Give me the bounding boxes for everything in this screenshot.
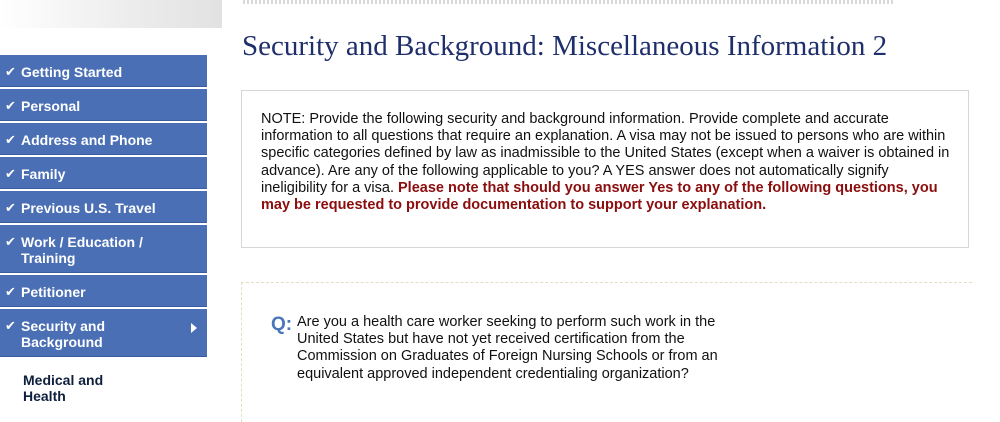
check-icon: ✔ (5, 132, 16, 147)
top-dotted-rule (243, 0, 895, 4)
sidebar-item-previous-us-travel[interactable] (0, 191, 207, 223)
question-text: Are you a health care worker seeking to perform such work in the United States but have not yet received certification from the Commission on Graduates of Foreign Nursing Schools or from an equivalent approved independent credentialing organization? (297, 314, 718, 382)
sidebar-item-work-education-training[interactable] (0, 225, 207, 273)
note-text: NOTE: Provide the following security and background information. Provide complete and accurate information to all questions that require an explanation. A visa may not be issued to persons who are within specific categories defined by law as inadmissible to the United States (except when a waiver is obtained in advance). Are any of the following applicable to you? A YES answer does not automatically signify ineligibility for a visa. (261, 111, 950, 196)
sidebar-item-label: Previous U.S. Travel (21, 200, 156, 216)
check-icon: ✔ (5, 200, 16, 215)
page-title: Security and Background: Miscellaneous Information 2 (242, 30, 888, 62)
top-left-shade (0, 0, 222, 28)
sidebar-item-family[interactable] (0, 157, 207, 189)
security-note-box (241, 90, 969, 248)
sidebar-item-getting-started[interactable] (0, 55, 207, 87)
sidebar-item-medical-and-health[interactable] (0, 359, 207, 403)
check-icon: ✔ (5, 234, 16, 249)
sidebar-nav (0, 55, 207, 405)
sidebar-item-label: Address and Phone (21, 132, 153, 148)
check-icon: ✔ (5, 64, 16, 79)
sidebar-item-label: Family (21, 166, 66, 182)
sidebar-item-label: Security and Background (21, 318, 106, 350)
check-icon: ✔ (5, 318, 16, 333)
sidebar-item-personal[interactable] (0, 89, 207, 121)
sidebar-item-address-and-phone[interactable] (0, 123, 207, 155)
sidebar-item-security-and-background[interactable] (0, 309, 207, 357)
note-emphasis-text: Please note that should you answer Yes to any of the following questions, you may be requested to provide documentation to support your explanation. (261, 179, 938, 214)
sidebar-item-label: Petitioner (21, 284, 86, 300)
check-icon: ✔ (5, 98, 16, 113)
current-section-arrow-icon (191, 323, 197, 333)
question-marker: Q: (271, 314, 293, 335)
sidebar-item-petitioner[interactable] (0, 275, 207, 307)
sidebar-item-label: Medical and Health (23, 372, 104, 404)
check-icon: ✔ (5, 166, 16, 181)
sidebar-item-label: Work / Education / Training (21, 234, 143, 266)
check-icon: ✔ (5, 284, 16, 299)
question-panel (241, 282, 972, 422)
sidebar-item-label: Getting Started (21, 64, 123, 80)
sidebar-item-label: Personal (21, 98, 81, 114)
